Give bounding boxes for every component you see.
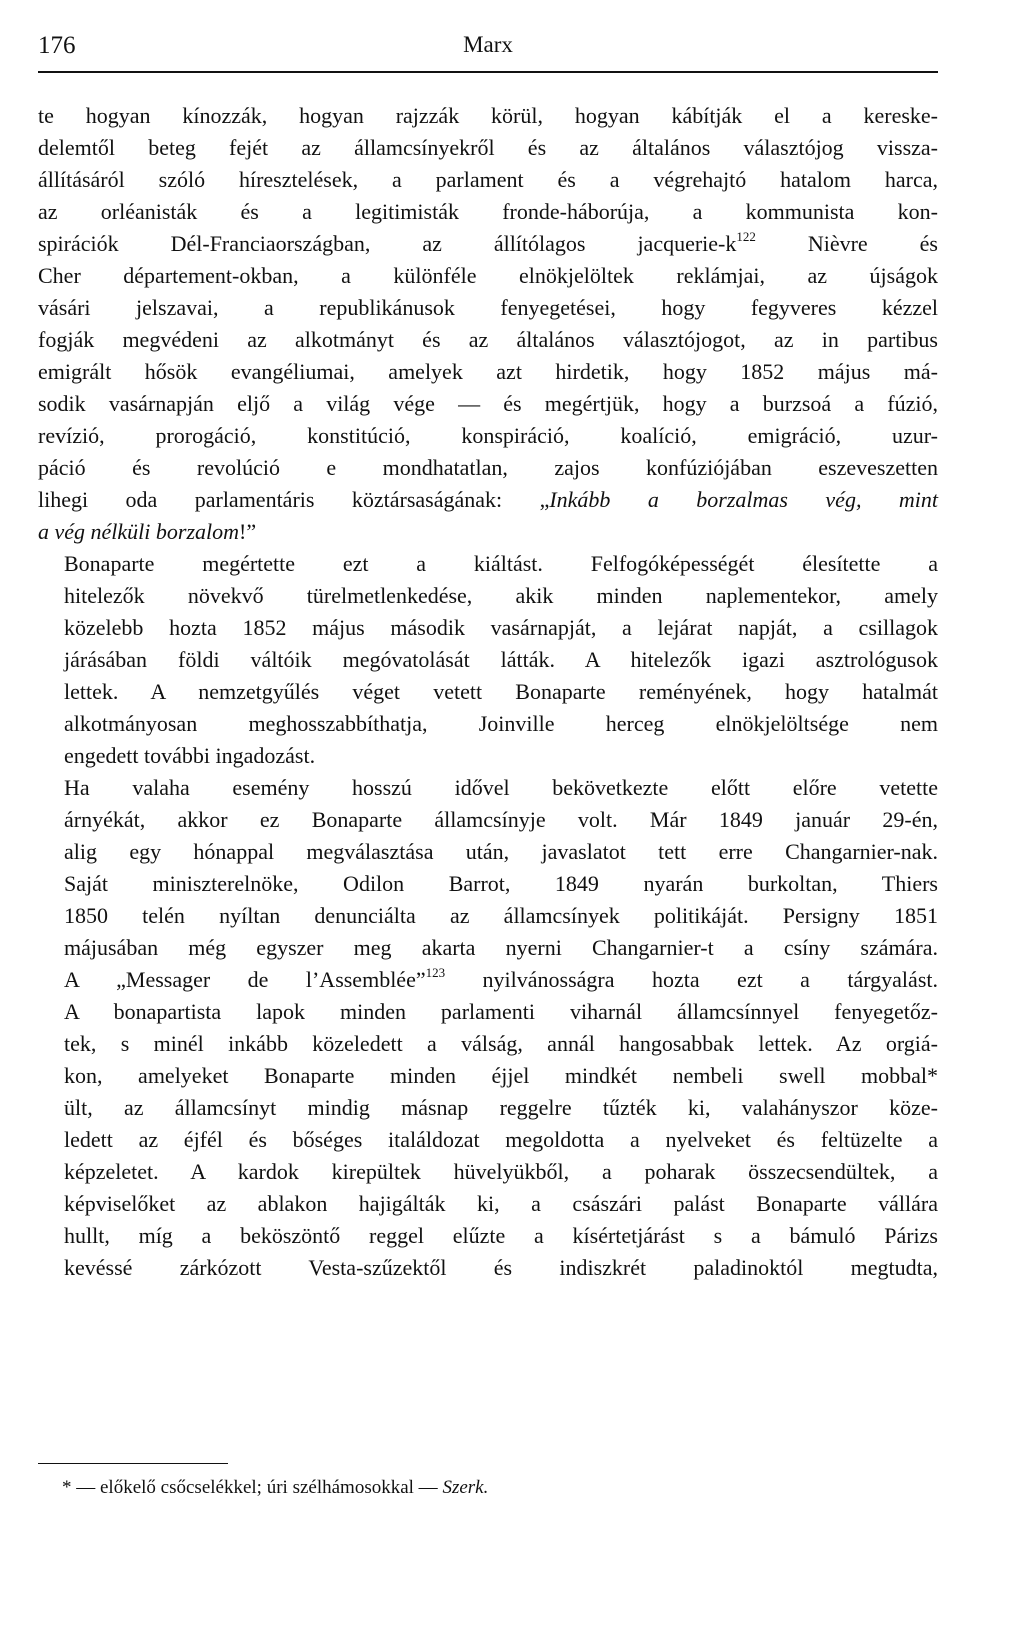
text-line (38, 516, 938, 548)
page-header (38, 32, 938, 68)
text-line: alig egy hónappal megválasztása után, javaslatot tett erre Changarnier-nak. (64, 839, 938, 864)
footnote-source: Szerk. (442, 1477, 489, 1498)
text-line (38, 228, 938, 260)
text-line: hullt, míg a beköszöntő reggel elűzte a kísértetjárást s a bámuló Párizs (64, 1223, 938, 1248)
text-line: engedett további ingadozást. (64, 743, 316, 768)
footnote-text: előkelő csőcselékkel; úri szélhámosokkal — (100, 1477, 443, 1498)
text-line: lettek. A nemzetgyűlés véget vetett Bonaparte reményének, hogy hatalmát (64, 679, 938, 704)
text-line (38, 484, 938, 516)
text-line: májusában még egyszer meg akarta nyerni Changarnier-t a csíny számára. (64, 935, 938, 960)
paragraph-3 (38, 772, 938, 1284)
text-line: 1850 telén nyíltan denunciálta az államcsínyek politikáját. Persigny 1851 (64, 903, 938, 928)
page-header-area (38, 32, 938, 68)
text-line: sodik vasárnapján eljő a világ vége — és megértjük, hogy a burzsoá a fúzió, (38, 391, 938, 416)
text-line (38, 964, 938, 996)
footnote-rule (38, 1463, 228, 1464)
text-line: revízió, prorogáció, konstitúció, konspiráció, koalíció, emigráció, uzur- (38, 423, 938, 448)
text-span: lihegi oda parlamentáris köztársaságának: „ (38, 487, 550, 512)
text-line: képzeletet. A kardok kirepültek hüvelyükből, a poharak összecsendültek, a (64, 1159, 938, 1184)
text-line: te hogyan kínozzák, hogyan rajzzák körül, hogyan kábítják el a kereske- (38, 103, 938, 128)
running-title: Marx (463, 32, 513, 57)
footnote (62, 1477, 488, 1499)
text-line: Ha valaha esemény hosszú idővel bekövetkezte előtt előre vetette (64, 775, 938, 800)
text-line: delemtől beteg fejét az államcsínyekről és az általános választójog vissza- (38, 135, 938, 160)
text-line: Saját miniszterelnöke, Odilon Barrot, 1849 nyarán burkoltan, Thiers (64, 871, 938, 896)
quote-end: !” (239, 519, 257, 544)
body-text (38, 100, 938, 1284)
text-line: állításáról szóló híresztelések, a parlament és a végrehajtó hatalom harca, (38, 167, 938, 192)
text-line: emigrált hősök evangéliumai, amelyek azt hirdetik, hogy 1852 május má- (38, 359, 938, 384)
text-line: árnyékát, akkor ez Bonaparte államcsínyje volt. Már 1849 január 29-én, (64, 807, 938, 832)
text-line: A bonapartista lapok minden parlamenti viharnál államcsínnyel fenyegetőz- (64, 999, 938, 1024)
text-line: közelebb hozta 1852 május második vasárnapját, a lejárat napját, a csillagok (64, 615, 938, 640)
text-line: alkotmányosan meghosszabbíthatja, Joinville herceg elnökjelöltsége nem (64, 711, 938, 736)
text-span: nyilvánosságra hozta ezt a tárgyalást. (445, 967, 938, 992)
page-number: 176 (38, 32, 76, 59)
text-line: kon, amelyeket Bonaparte minden éjjel mindkét nembeli swell mobbal* (64, 1063, 938, 1088)
header-rule (38, 71, 938, 73)
quote-italic: a vég nélküli borzalom (38, 519, 240, 544)
footnote-marker: * — (62, 1477, 100, 1498)
text-line: ledett az éjfél és bőséges italáldozat megoldotta a nyelveket és feltüzelte a (64, 1127, 938, 1152)
text-line: Bonaparte megértette ezt a kiáltást. Felfogóképességét élesítette a (64, 551, 938, 576)
text-line: vásári jelszavai, a republikánusok fenyegetései, hogy fegyveres kézzel (38, 295, 938, 320)
quote-italic: Inkább a borzalmas vég, mint (549, 487, 938, 512)
text-line: fogják megvédeni az alkotmányt és az általános választójogot, az in partibus (38, 327, 938, 352)
endnote-ref-122: 122 (736, 228, 756, 244)
text-line: ült, az államcsínyt mindig másnap reggelre tűzték ki, valahányszor köze- (64, 1095, 938, 1120)
text-line: Cher département-okban, a különféle elnökjelöltek reklámjai, az újságok (38, 263, 938, 288)
text-line: hitelezők növekvő türelmetlenkedése, akik minden naplementekor, amely (64, 583, 938, 608)
text-line: az orléanisták és a legitimisták fronde-háborúja, a kommunista kon- (38, 199, 938, 224)
paragraph-1 (38, 100, 938, 548)
text-line: kevéssé zárkózott Vesta-szűzektől és indiszkrét paladinoktól megtudta, (64, 1255, 938, 1280)
text-span: A „Messager de l’Assemblée” (64, 967, 426, 992)
text-line: képviselőket az ablakon hajigálták ki, a császári palást Bonaparte vállára (64, 1191, 938, 1216)
endnote-ref-123: 123 (425, 964, 446, 980)
text-span: Nièvre és (755, 231, 938, 256)
text-span: spirációk Dél-Franciaországban, az állítólagos jacquerie-k (38, 231, 737, 256)
text-line: páció és revolúció e mondhatatlan, zajos konfúziójában eszeveszetten (38, 455, 938, 480)
text-line: tek, s minél inkább közeledett a válság, annál hangosabbak lettek. Az orgiá- (64, 1031, 938, 1056)
paragraph-2 (38, 548, 938, 772)
text-line: járásában földi váltóik megóvatolását látták. A hitelezők igazi asztrológusok (64, 647, 938, 672)
